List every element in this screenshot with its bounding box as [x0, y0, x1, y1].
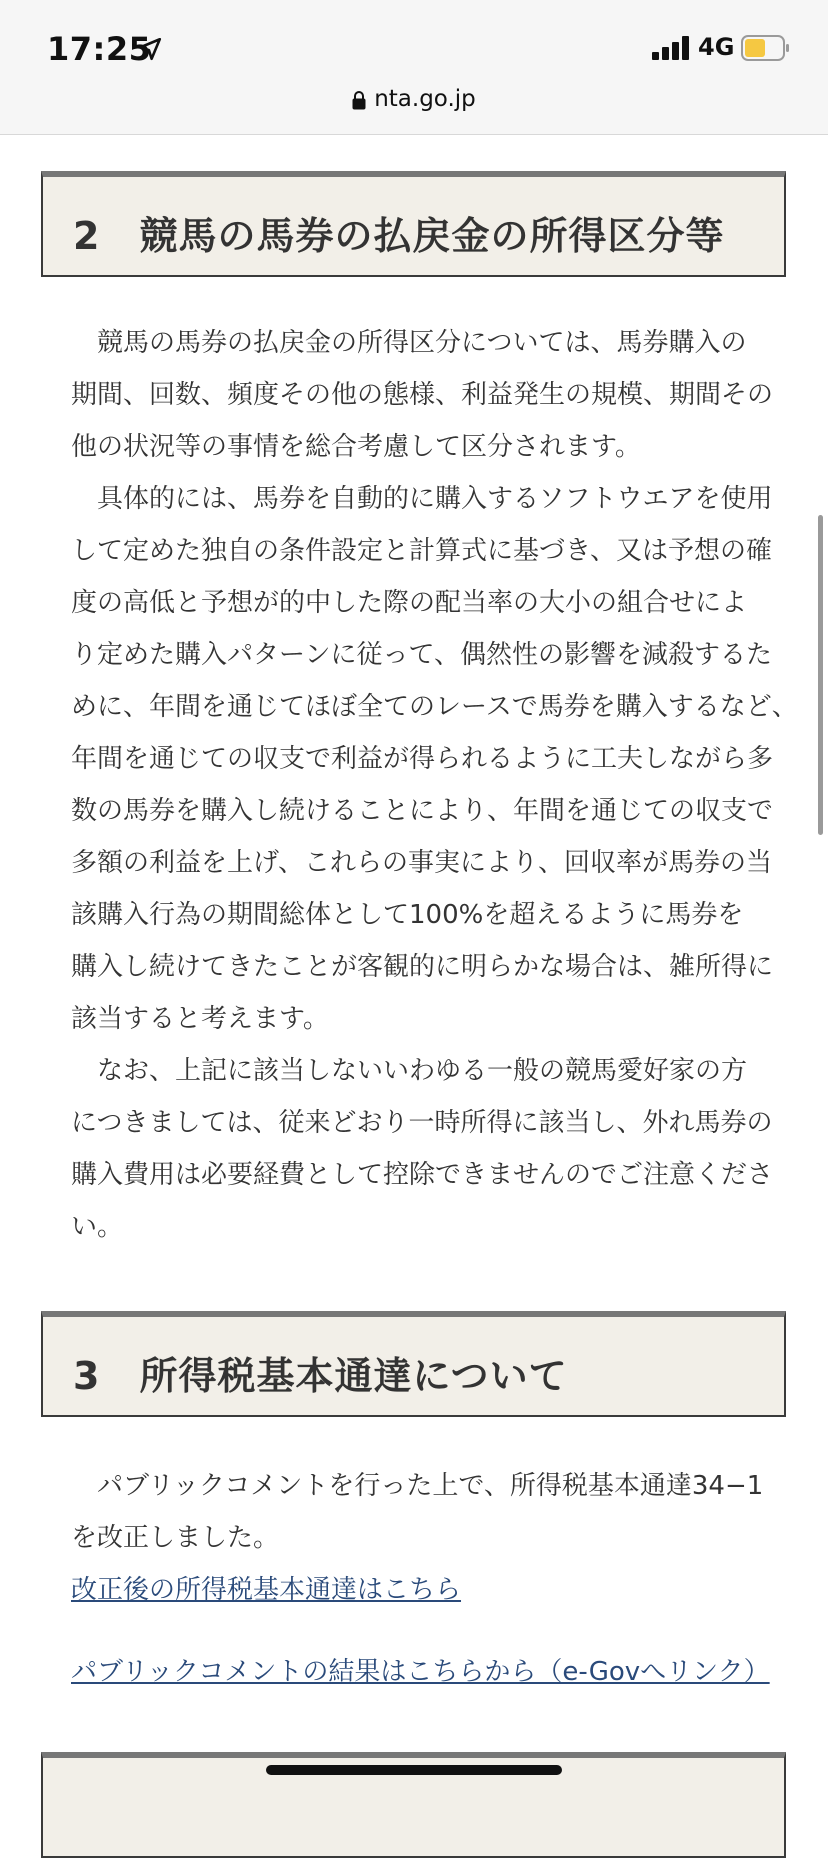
paragraph-line: 競馬の馬券の払戻金の所得区分については、馬券購入の — [71, 328, 747, 358]
paragraph-line: 度の高低と予想が的中した際の配当率の大小の組合せによ — [71, 588, 748, 618]
network-type: 4G — [698, 33, 735, 61]
battery-icon — [741, 35, 789, 61]
url-domain: nta.go.jp — [374, 86, 476, 112]
paragraph-line: 購入し続けてきたことが客観的に明らかな場合は、雑所得に — [71, 952, 774, 982]
signal-icon — [652, 36, 690, 60]
lock-icon — [352, 90, 366, 110]
paragraph-line: 数の馬券を購入し続けることにより、年間を通じての収支で — [71, 796, 774, 826]
paragraph-line: めに、年間を通じてほぼ全てのレースで馬券を購入するなど、 — [71, 692, 798, 722]
paragraph-line: 該当すると考えます。 — [71, 1004, 329, 1034]
paragraph-line: につきましては、従来どおり一時所得に該当し、外れ馬券の — [71, 1108, 773, 1138]
address-bar[interactable] — [0, 86, 828, 112]
paragraph-line: 具体的には、馬券を自動的に購入するソフトウエアを使用 — [71, 484, 773, 514]
location-arrow-icon — [137, 36, 163, 62]
paragraph-line: 該購入行為の期間総体として100%を超えるように馬券を — [71, 900, 744, 930]
home-indicator[interactable] — [266, 1765, 562, 1775]
paragraph-line: 多額の利益を上げ、これらの事実により、回収率が馬券の当 — [71, 848, 772, 878]
section-heading-2 — [41, 171, 786, 277]
paragraph-line: 購入費用は必要経費として控除できませんのでご注意くださ — [71, 1160, 774, 1190]
scrollbar[interactable] — [818, 515, 823, 835]
section-title: 3 所得税基本通達について — [73, 1354, 568, 1398]
section-title: 2 競馬の馬券の払戻金の所得区分等 — [73, 214, 725, 258]
paragraph-line: い。 — [71, 1212, 124, 1242]
public-comment-result-link[interactable]: パブリックコメントの結果はこちらから（e-Govへリンク） — [71, 1657, 770, 1687]
paragraph-line: を改正しました。 — [71, 1523, 280, 1553]
paragraph-line: り定めた購入パターンに従って、偶然性の影響を減殺するた — [71, 640, 772, 670]
revised-circular-link[interactable]: 改正後の所得税基本通達はこちら — [71, 1575, 462, 1605]
paragraph-line: 期間、回数、頻度その他の態様、利益発生の規模、期間その — [71, 380, 774, 410]
paragraph-line: パブリックコメントを行った上で、所得税基本通達34−1 — [71, 1471, 764, 1501]
section-heading-3 — [41, 1311, 786, 1417]
status-bar — [0, 0, 828, 135]
status-time: 17:25 — [47, 30, 152, 68]
paragraph-line: 年間を通じての収支で利益が得られるように工夫しながら多 — [71, 744, 774, 774]
paragraph-line: して定めた独自の条件設定と計算式に基づき、又は予想の確 — [71, 536, 772, 566]
paragraph-line: 他の状況等の事情を総合考慮して区分されます。 — [71, 432, 641, 462]
paragraph-line: なお、上記に該当しないいわゆる一般の競馬愛好家の方 — [71, 1056, 748, 1086]
